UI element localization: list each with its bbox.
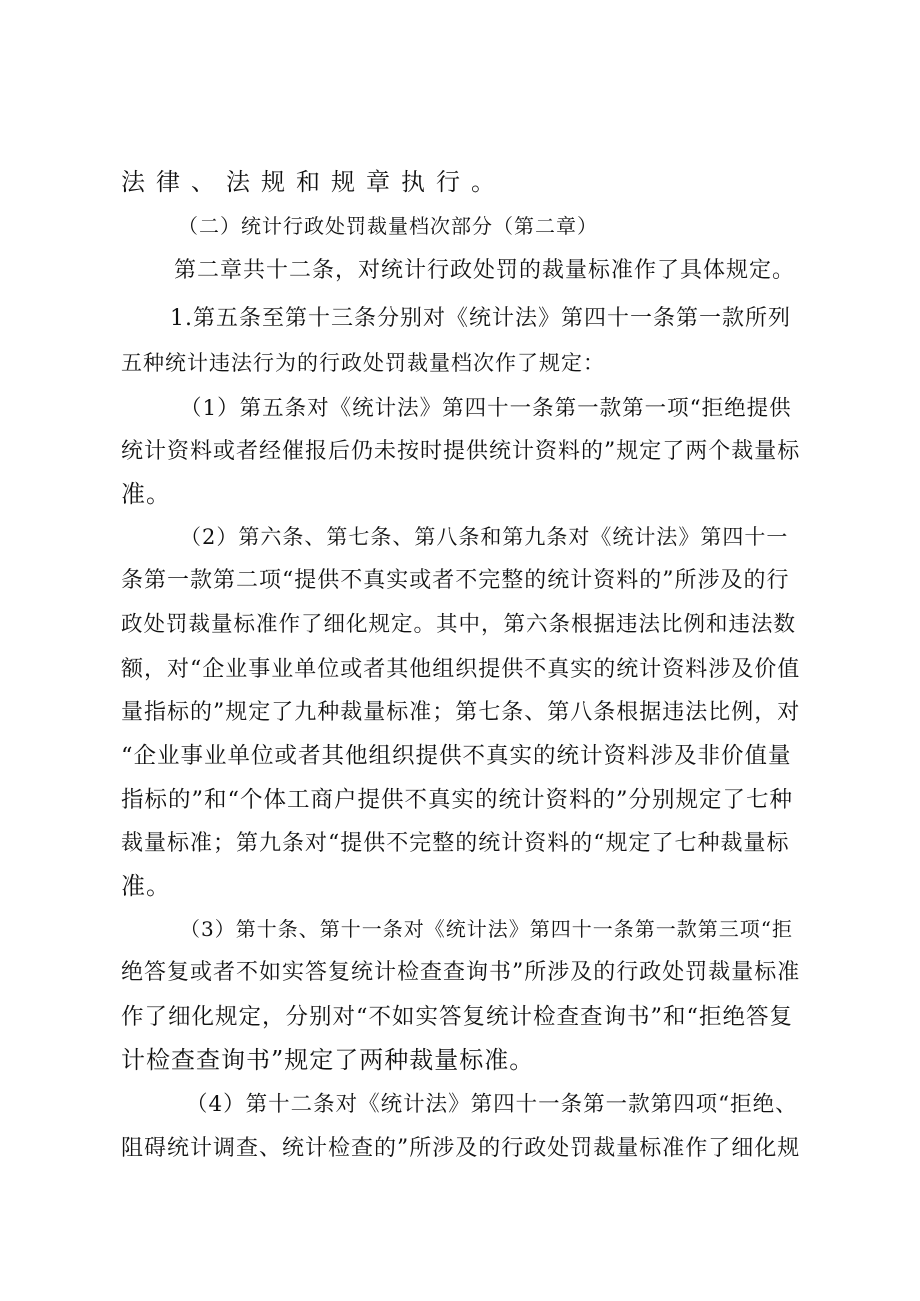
text-line: 计检查查询书”规定了两种裁量标准。 bbox=[121, 1046, 535, 1074]
text-line: 作了细化规定，分别对“不如实答复统计检查查询书”和“拒绝答复 bbox=[121, 1004, 794, 1030]
text-line: 条第一款第二项“提供不真实或者不完整的统计资料的”所涉及的行 bbox=[121, 568, 790, 593]
text-line: 额，对“企业事业单位或者其他组织提供不真实的统计资料涉及价值 bbox=[121, 657, 801, 682]
text-line: （3）第十条、第十一条对《统计法》第四十一条第一款第三项“拒 bbox=[180, 917, 793, 941]
text-line: 第二章共十二条，对统计行政处罚的裁量标准作了具体规定。 bbox=[174, 258, 796, 283]
section-heading: （二）统计行政处罚裁量档次部分（第二章） bbox=[178, 214, 598, 238]
text-line: 量指标的”规定了九种裁量标准；第七条、第八条根据违法比例，对 bbox=[121, 700, 801, 725]
text-line: 统计资料或者经催报后仍未按时提供统计资料的”规定了两个裁量标 bbox=[121, 439, 801, 464]
text-line: 法律、法规和规章执行。 bbox=[121, 168, 506, 196]
text-line: 阻碍统计调查、统计检查的”所涉及的行政处罚裁量标准作了细化规 bbox=[121, 1136, 801, 1161]
text-line: 准。 bbox=[121, 872, 171, 900]
text-line: 绝答复或者不如实答复统计检查查询书”所涉及的行政处罚裁量标准 bbox=[121, 960, 801, 985]
text-line: 1.第五条至第十三条分别对《统计法》第四十一条第一款所列 bbox=[170, 306, 791, 331]
text-line: （1）第五条对《统计法》第四十一条第一款第一项“拒绝提供 bbox=[180, 396, 792, 421]
text-line: （2）第六条、第七条、第八条和第九条对《统计法》第四十一 bbox=[180, 525, 789, 549]
text-line: 指标的”和“个体工商户提供不真实的统计资料的”分别规定了七种 bbox=[121, 787, 794, 813]
text-line: “企业事业单位或者其他组织提供不真实的统计资料涉及非价值量 bbox=[121, 743, 792, 769]
text-line: 裁量标准；第九条对“提供不完整的统计资料的“规定了七种裁量标 bbox=[121, 831, 790, 856]
text-line: （4）第十二条对《统计法》第四十一条第一款第四项“拒绝、 bbox=[186, 1092, 798, 1117]
text-line: 准。 bbox=[121, 480, 171, 508]
text-line: 五种统计违法行为的行政处罚裁量档次作了规定： bbox=[121, 351, 605, 375]
text-line: 政处罚裁量标准作了细化规定。其中，第六条根据违法比例和违法数 bbox=[121, 612, 797, 637]
